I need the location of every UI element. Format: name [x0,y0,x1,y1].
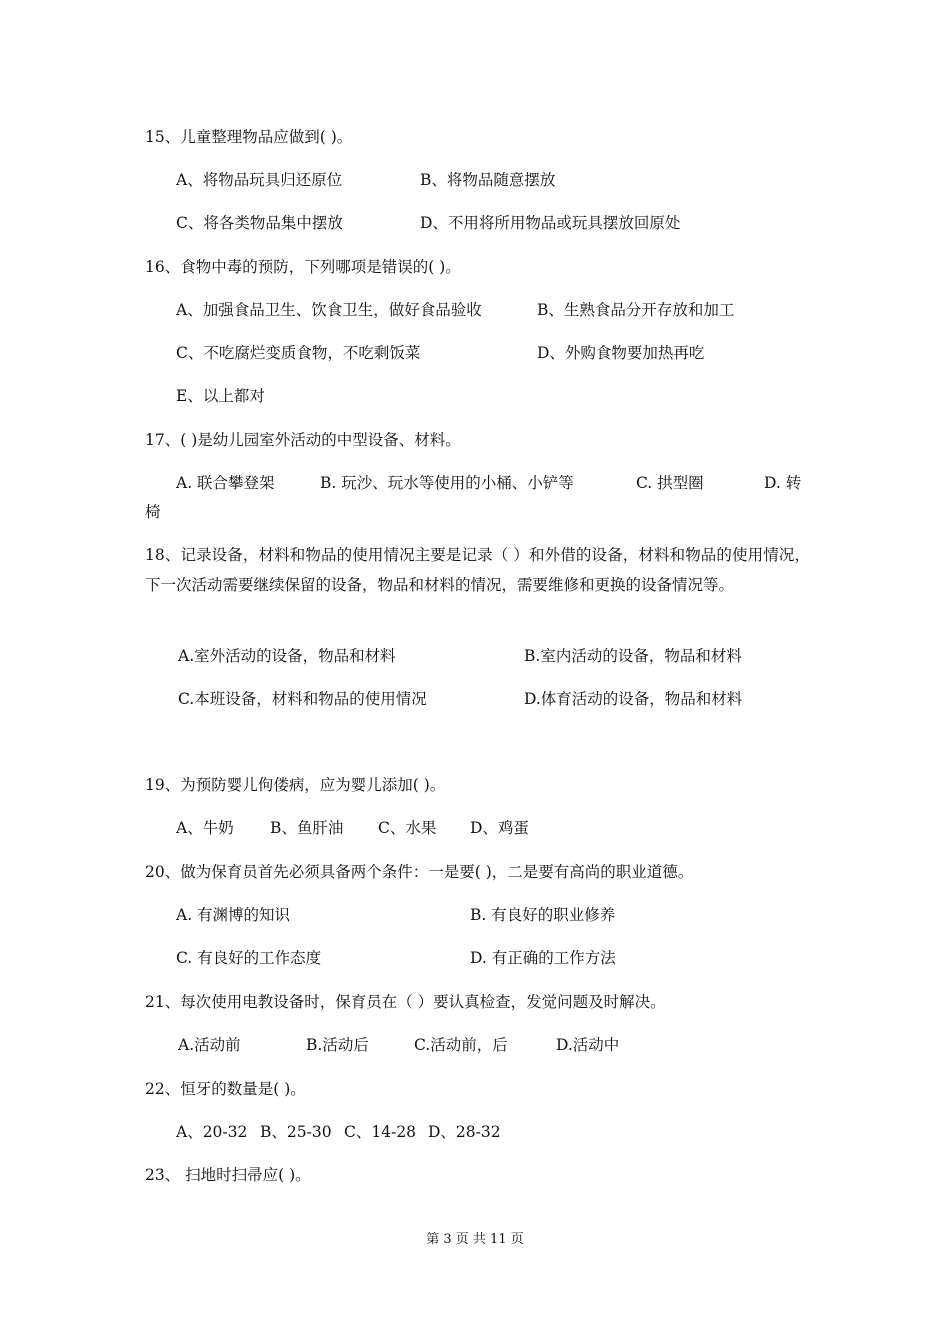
question-16-options-row-1 [0,299,950,321]
question-17-option-d: D. 转 [764,474,802,492]
question-15-options-row-1 [0,169,950,191]
question-17-option-d-wrap: 椅 [145,503,161,521]
question-15-option-c: C、将各类物品集中摆放 [176,214,343,232]
question-18-options-row-2 [0,688,950,710]
question-18-options-row-1 [0,645,950,667]
question-20-option-c: C. 有良好的工作态度 [176,949,322,967]
question-20-options-row-1 [0,904,950,926]
question-19-option-a: A、牛奶 [176,819,234,837]
question-22-option-d: D、28-32 [428,1123,501,1141]
question-22-stem: 22、恒牙的数量是( )。 [145,1080,306,1098]
question-18-option-a: A.室外活动的设备，物品和材料 [178,647,396,665]
question-19-options-row [0,817,950,839]
question-18-option-b: B.室内活动的设备，物品和材料 [524,647,742,665]
question-15-option-b: B、将物品随意摆放 [420,171,556,189]
question-22-option-c: C、14-28 [344,1123,417,1141]
question-17-option-b: B. 玩沙、玩水等使用的小桶、小铲等 [320,474,574,492]
question-21-stem: 21、每次使用电教设备时，保育员在（ ）要认真检查，发觉问题及时解决。 [145,993,666,1011]
question-17-options-row [0,472,950,494]
question-17-option-c: C. 拱型圈 [636,474,704,492]
question-17-stem: 17、( )是幼儿园室外活动的中型设备、材料。 [145,431,461,449]
question-18-stem: 18、记录设备，材料和物品的使用情况主要是记录（ ）和外借的设备，材料和物品的使用情况，下一次活动需要继续保留的设备，物品和材料的情况，需要维修和更换的设备情况等。 [145,546,810,594]
question-19-option-c: C、水果 [378,819,437,837]
question-16-option-c: C、不吃腐烂变质食物，不吃剩饭菜 [176,344,421,362]
question-17-option-a: A. 联合攀登架 [176,474,275,492]
question-21-option-d: D.活动中 [556,1036,620,1054]
question-22-option-a: A、20-32 [176,1123,248,1141]
question-22-options-row [0,1121,950,1143]
question-18-option-c: C.本班设备，材料和物品的使用情况 [178,690,427,708]
question-16-option-a: A、加强食品卫生、饮食卫生，做好食品验收 [176,301,482,319]
page-number-footer: 第 3 页 共 11 页 [426,1232,524,1247]
question-15-option-a: A、将物品玩具归还原位 [176,171,343,189]
question-20-option-b: B. 有良好的职业修养 [470,906,616,924]
question-19-option-b: B、鱼肝油 [270,819,344,837]
question-16-option-b: B、生熟食品分开存放和加工 [537,301,735,319]
question-16-option-e: E、以上都对 [176,387,265,405]
question-20-option-a: A. 有渊博的知识 [176,906,291,924]
question-20-options-row-2 [0,947,950,969]
question-21-options-row [0,1034,950,1056]
question-21-option-c: C.活动前，后 [414,1036,508,1054]
question-16-option-d: D、外购食物要加热再吃 [537,344,705,362]
question-20-stem: 20、做为保育员首先必须具备两个条件：一是要( )，二是要有高尚的职业道德。 [145,863,694,881]
question-15-stem: 15、儿童整理物品应做到( )。 [145,128,353,146]
question-22-option-b: B、25-30 [260,1123,332,1141]
question-23-stem: 23、 扫地时扫帚应( )。 [145,1166,311,1184]
question-21-option-a: A.活动前 [178,1036,241,1054]
question-16-stem: 16、食物中毒的预防，下列哪项是错误的( )。 [145,258,461,276]
question-16-options-row-2 [0,342,950,364]
question-20-option-d: D. 有正确的工作方法 [470,949,616,967]
question-21-option-b: B.活动后 [306,1036,369,1054]
question-19-stem: 19、为预防婴儿佝偻病，应为婴儿添加( )。 [145,776,446,794]
question-18-option-d: D.体育活动的设备，物品和材料 [524,690,743,708]
question-15-options-row-2 [0,212,950,234]
question-19-option-d: D、鸡蛋 [470,819,529,837]
question-15-option-d: D、不用将所用物品或玩具摆放回原处 [420,214,681,232]
